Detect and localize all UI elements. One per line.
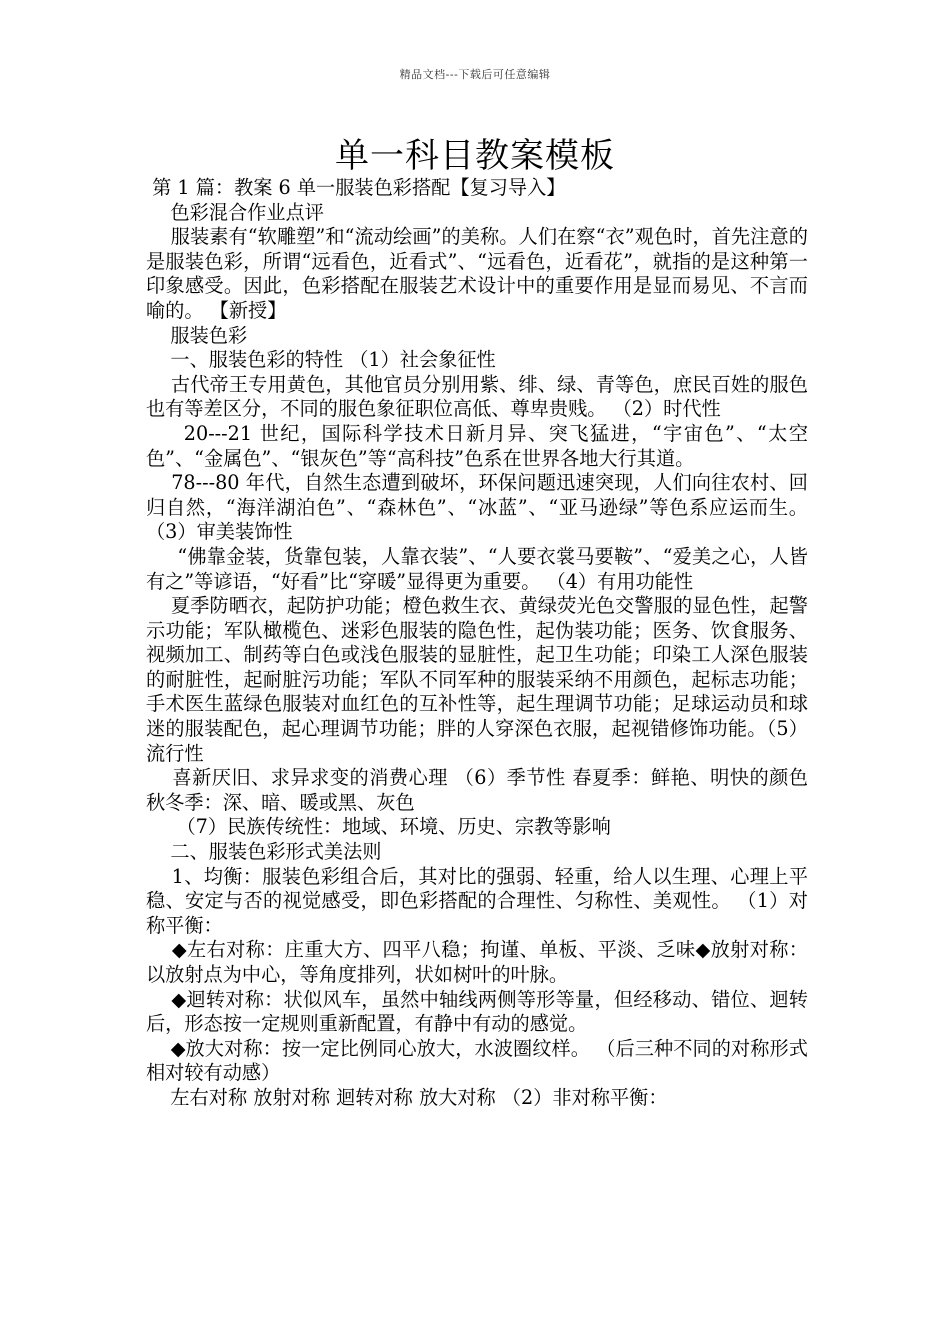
paragraph: ◆放大对称：按一定比例同心放大，水波圈纹样。 （后三种不同的对称形式相对较有动感） (146, 1036, 808, 1085)
paragraph: 20---21 世纪，国际科学技术日新月异、突飞猛进，“宇宙色”、“太空色”、“金属色”、“银灰色”等“高科技”色系在世界各地大行其道。 (146, 421, 809, 470)
document-title: 单一科目教案模板 (335, 136, 615, 176)
paragraph: 78---80 年代，自然生态遭到破坏，环保问题迅速突现，人们向往农村、回归自然，“海洋湖泊色”、“森林色”、“冰蓝”、“亚马逊绿”等色系应运而生。 （3）审美装饰性 (146, 471, 815, 544)
paragraph: 服装色彩 (146, 323, 248, 347)
paragraph: ◆左右对称：庄重大方、四平八稳；拘谨、单板、平淡、乏味◆放射对称：以放射点为中心，等角度排列，状如树叶的叶脉。 (146, 938, 808, 986)
paragraph: 古代帝王专用黄色，其他官员分别用紫、绯、绿、青等色，庶民百姓的服色也有等差区分，不同的服色象征职位高低、尊卑贵贱。 （2）时代性 (146, 372, 808, 421)
paragraph: 夏季防晒衣，起防护功能；橙色救生衣、黄绿荧光色交警服的显色性，起警示功能；军队橄榄色、迷彩色服装的隐色性，起伪装功能；医务、饮食服务、视频加工、制药等白色或浅色服装的显脏性，起卫生功能；印染工人深色服装的耐脏性，起耐脏污功能；军队不同军种的服装采纳不用颜色，起标志功能；手术医生蓝绿色服装对血红色的互补性等，起生理调节功能；足球运动员和球迷的服装配色，起心理调节功能；胖的人穿深色衣服，起视错修饰功能。（5）流行性 (146, 594, 808, 765)
paragraph: 色彩混合作业点评 (146, 200, 324, 224)
paragraph: 第 1 篇：教案 6 单一服装色彩搭配【复习导入】 (146, 176, 566, 199)
paragraph: 喜新厌旧、求异求变的消费心理 （6）季节性 春夏季：鲜艳、明快的颜色 秋冬季：深、暗、暖或黑、灰色 (146, 766, 815, 814)
header-note: 精品文档---下载后可任意编辑 (399, 68, 551, 81)
paragraph: 二、服装色彩形式美法则 (146, 840, 382, 864)
paragraph: 1、均衡：服装色彩组合后，其对比的强弱、轻重，给人以生理、心理上平稳、安定与否的视觉感受，即色彩搭配的合理性、匀称性、美观性。 （1）对称平衡： (146, 864, 808, 937)
paragraph: ◆迴转对称：状似风车，虽然中轴线两侧等形等量，但经移动、错位、迴转后，形态按一定规则重新配置，有静中有动的感觉。 (146, 987, 808, 1036)
paragraph: （7）民族传统性：地域、环境、历史、宗教等影响 (146, 815, 611, 839)
paragraph: “佛靠金装，货靠包装，人靠衣装”、“人要衣裳马要鞍”、“爱美之心，人皆有之”等谚语，“好看”比“穿暖”显得更为重要。 （4）有用功能性 (146, 544, 808, 593)
paragraph: 一、服装色彩的特性 （1）社会象征性 (146, 348, 496, 372)
document-body (146, 176, 815, 1111)
paragraph: 服装素有“软雕塑”和“流动绘画”的美称。人们在察“衣”观色时，首先注意的是服装色彩，所谓“远看色，近看式”、“远看色，近看花”，就指的是这种第一印象感受。因此，色彩搭配在服装艺术设计中的重要作用是显而易见、不言而喻的。 【新授】 (146, 225, 808, 322)
paragraph: 左右对称 放射对称 迴转对称 放大对称 （2）非对称平衡： (146, 1085, 668, 1109)
